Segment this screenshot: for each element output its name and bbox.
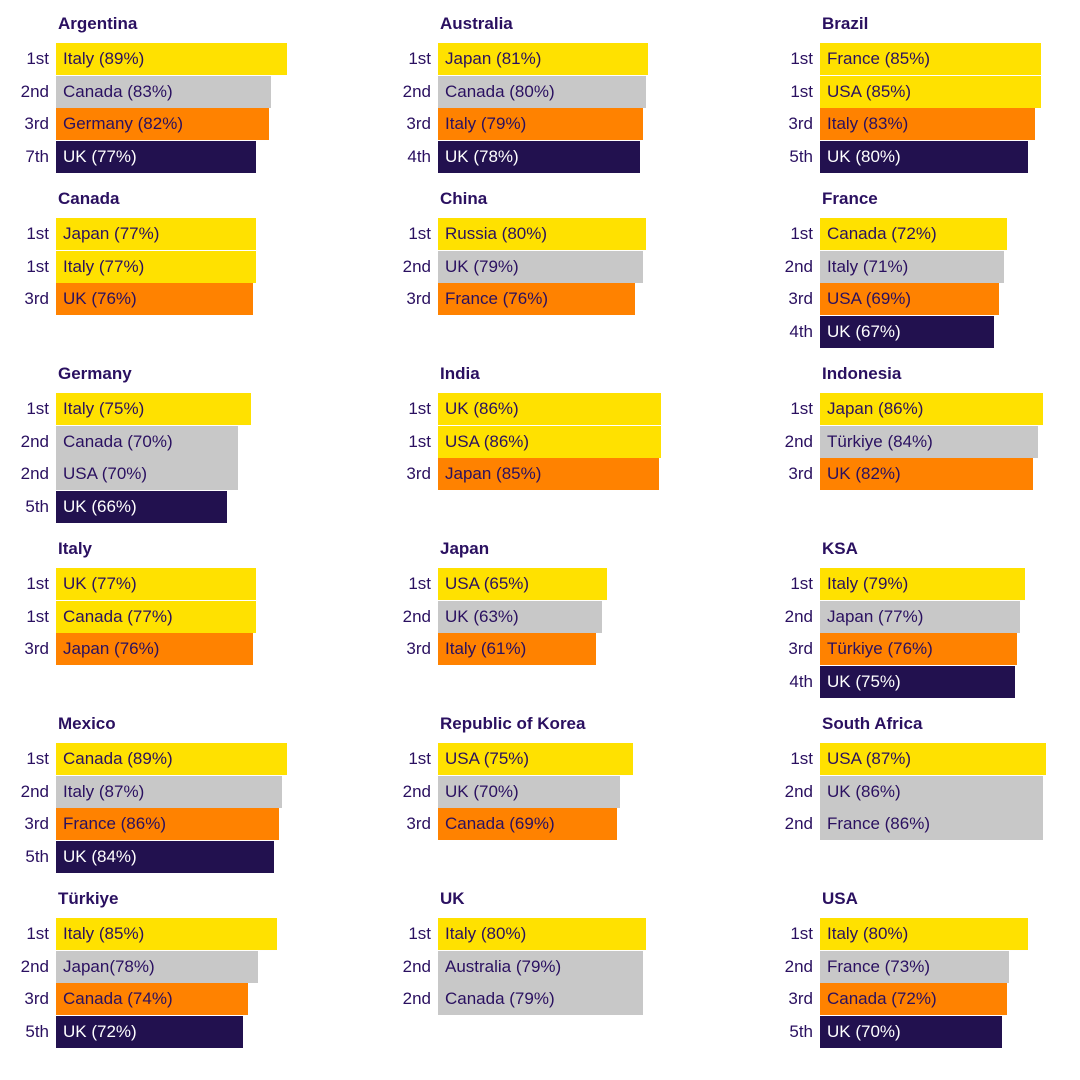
- chart-title: Brazil: [822, 14, 869, 33]
- rank-label: 3rd: [406, 814, 431, 833]
- rank-label: 2nd: [20, 464, 49, 483]
- bar-row: [0, 918, 398, 950]
- bar-row: [762, 316, 1080, 348]
- chart-panel-uk: [402, 889, 780, 1059]
- rank-label: 1st: [790, 924, 813, 943]
- bar-row: [0, 601, 398, 633]
- bar-row: [762, 776, 1080, 808]
- rank-label: 1st: [408, 431, 431, 451]
- bar-label: UK (76%): [63, 289, 137, 308]
- rank-label: 5th: [25, 1021, 49, 1041]
- bar-label: Canada (72%): [827, 989, 937, 1008]
- rank-label: 5th: [25, 496, 49, 516]
- rank-label: 2nd: [784, 431, 813, 451]
- chart-title: India: [440, 364, 480, 383]
- bar-row: [762, 568, 1080, 600]
- rank-label: 2nd: [402, 256, 431, 276]
- bar-label: France (85%): [827, 49, 930, 68]
- bar-label: Japan (85%): [445, 464, 542, 483]
- bar-label: Japan (81%): [445, 49, 542, 68]
- bar-row: [0, 426, 398, 458]
- chart-title: Argentina: [58, 14, 138, 33]
- bar-row: [762, 918, 1080, 950]
- bar-label: Italy (85%): [63, 924, 145, 943]
- chart-title: Republic of Korea: [440, 714, 586, 733]
- chart-title: Canada: [58, 189, 120, 208]
- bar-label: Japan(78%): [63, 956, 155, 976]
- bar-row: [380, 743, 780, 775]
- bar-label: UK (75%): [827, 671, 901, 691]
- bar-row: [380, 983, 780, 1015]
- chart-title: France: [822, 189, 878, 208]
- bar-label: USA (65%): [445, 574, 530, 593]
- bar-label: USA (86%): [445, 431, 530, 451]
- bar-row: [762, 43, 1080, 75]
- bar-row: [0, 458, 398, 490]
- bar-row: [0, 141, 398, 173]
- chart-title: Mexico: [58, 714, 116, 733]
- rank-label: 2nd: [402, 781, 431, 801]
- bar-label: Italy (79%): [445, 114, 527, 133]
- bar-label: Italy (80%): [827, 924, 909, 943]
- bar-row: [380, 808, 780, 840]
- rank-label: 1st: [26, 256, 49, 276]
- bar-label: Canada (77%): [63, 606, 173, 626]
- bar-row: [762, 458, 1080, 490]
- chart-title: Germany: [58, 364, 132, 383]
- rank-label: 5th: [25, 846, 49, 866]
- bar-label: UK (66%): [63, 496, 137, 516]
- chart-panel-india: [406, 364, 780, 534]
- bar-label: Canada (83%): [63, 81, 173, 101]
- bar-label: Germany (82%): [63, 114, 183, 133]
- chart-title: Japan: [440, 539, 490, 558]
- chart-title: Indonesia: [822, 364, 902, 383]
- bar-label: USA (70%): [63, 464, 148, 483]
- rank-label: 1st: [408, 49, 431, 68]
- bar-row: [380, 458, 780, 490]
- chart-panel-italy: [24, 539, 398, 709]
- rank-label: 3rd: [24, 289, 49, 308]
- bar-row: [762, 633, 1080, 665]
- bar-row: [0, 43, 398, 75]
- rank-label: 3rd: [24, 639, 49, 658]
- bar-row: [380, 918, 780, 950]
- rank-label: 2nd: [784, 956, 813, 976]
- rank-label: 1st: [790, 81, 813, 101]
- chart-title: USA: [822, 889, 858, 908]
- bar-row: [0, 1016, 398, 1048]
- rank-label: 2nd: [20, 81, 49, 101]
- bar-row: [380, 43, 780, 75]
- bar-row: [762, 808, 1080, 840]
- bar-label: France (73%): [827, 956, 930, 976]
- bar-row: [0, 568, 398, 600]
- chart-title: KSA: [822, 539, 858, 558]
- bar-label: UK (72%): [63, 1021, 137, 1041]
- bar-label: Italy (75%): [63, 399, 145, 418]
- chart-panel-canada: [24, 189, 398, 359]
- bar-row: [0, 108, 398, 140]
- bar-label: USA (87%): [827, 749, 912, 768]
- chart-panel-turkiye: [20, 889, 398, 1059]
- bar-row: [380, 776, 780, 808]
- bar-row: [762, 393, 1080, 425]
- bar-label: UK (86%): [827, 781, 901, 801]
- bar-label: Canada (74%): [63, 989, 173, 1008]
- rank-label: 2nd: [784, 606, 813, 626]
- bar-row: [380, 568, 780, 600]
- bar-label: UK (80%): [827, 146, 901, 166]
- bar-label: Japan (77%): [827, 606, 924, 626]
- rank-label: 2nd: [402, 989, 431, 1008]
- bar-label: Russia (80%): [445, 224, 548, 243]
- bar-label: UK (77%): [63, 146, 137, 166]
- chart-panel-mexico: [20, 714, 398, 884]
- rank-label: 2nd: [784, 256, 813, 276]
- bar-row: [0, 218, 398, 250]
- bar-label: Canada (72%): [827, 224, 937, 243]
- bar-label: Canada (80%): [445, 81, 555, 101]
- rank-label: 1st: [26, 49, 49, 68]
- bar-label: UK (63%): [445, 606, 519, 626]
- rank-label: 4th: [407, 146, 431, 166]
- bar-row: [0, 808, 398, 840]
- bar-label: Japan (77%): [63, 224, 160, 243]
- chart-panel-germany: [20, 364, 398, 534]
- bar-row: [0, 76, 398, 108]
- rank-label: 1st: [408, 749, 431, 768]
- bar-row: [762, 983, 1080, 1015]
- bar-row: [0, 841, 398, 873]
- bar-label: Canada (79%): [445, 989, 555, 1008]
- chart-title: Italy: [58, 539, 93, 558]
- chart-panel-indonesia: [784, 364, 1080, 534]
- rank-label: 3rd: [406, 114, 431, 133]
- chart-panel-ksa: [784, 539, 1080, 709]
- bar-row: [380, 283, 780, 315]
- bar-row: [380, 426, 780, 458]
- bar-label: UK (67%): [827, 321, 901, 341]
- bar-label: UK (77%): [63, 574, 137, 593]
- bar-row: [380, 601, 780, 633]
- bar-label: Türkiye (84%): [827, 431, 933, 451]
- rank-label: 2nd: [402, 956, 431, 976]
- bar-label: UK (70%): [445, 781, 519, 801]
- bar-label: USA (69%): [827, 289, 912, 308]
- bar-row: [0, 776, 398, 808]
- bar-row: [0, 983, 398, 1015]
- rank-label: 2nd: [402, 606, 431, 626]
- chart-title: UK: [440, 889, 465, 908]
- rank-label: 1st: [790, 224, 813, 243]
- chart-panel-usa: [784, 889, 1080, 1059]
- chart-panel-japan: [402, 539, 780, 709]
- bar-row: [0, 491, 398, 523]
- chart-panel-france: [784, 189, 1080, 359]
- bar-label: Türkiye (76%): [827, 639, 933, 658]
- chart-panel-australia: [402, 14, 780, 184]
- chart-title: Türkiye: [58, 889, 119, 908]
- bar-label: France (86%): [63, 814, 166, 833]
- rank-label: 2nd: [20, 956, 49, 976]
- bar-label: UK (82%): [827, 464, 901, 483]
- bar-row: [380, 76, 780, 108]
- rank-label: 1st: [790, 49, 813, 68]
- bar-row: [380, 141, 780, 173]
- bar-label: Italy (61%): [445, 639, 527, 658]
- rank-label: 5th: [789, 146, 813, 166]
- rank-label: 1st: [408, 924, 431, 943]
- bar-row: [762, 108, 1080, 140]
- bar-row: [380, 251, 780, 283]
- bar-row: [762, 666, 1080, 698]
- rank-label: 1st: [26, 574, 49, 593]
- bar-row: [0, 743, 398, 775]
- bar-row: [380, 218, 780, 250]
- rank-label: 2nd: [20, 431, 49, 451]
- bar-label: France (76%): [445, 289, 548, 308]
- rank-label: 3rd: [788, 989, 813, 1008]
- bar-label: Italy (77%): [63, 256, 145, 276]
- bar-row: [0, 393, 398, 425]
- rank-label: 5th: [789, 1021, 813, 1041]
- chart-title: China: [440, 189, 488, 208]
- chart-panel-china: [402, 189, 780, 359]
- bar-label: Canada (69%): [445, 814, 555, 833]
- rank-label: 1st: [26, 749, 49, 768]
- chart-title: South Africa: [822, 714, 923, 733]
- rank-label: 1st: [790, 749, 813, 768]
- bar-row: [0, 283, 398, 315]
- bar-label: Italy (89%): [63, 49, 145, 68]
- bar-row: [762, 218, 1080, 250]
- rank-label: 3rd: [788, 114, 813, 133]
- bar-row: [762, 601, 1080, 633]
- rank-label: 1st: [408, 224, 431, 243]
- rank-label: 2nd: [784, 781, 813, 801]
- rank-label: 4th: [789, 671, 813, 691]
- bar-row: [380, 951, 780, 983]
- bar-label: UK (86%): [445, 399, 519, 418]
- rank-label: 3rd: [24, 989, 49, 1008]
- rank-label: 1st: [790, 574, 813, 593]
- rank-label: 3rd: [788, 639, 813, 658]
- bar-label: Australia (79%): [445, 956, 562, 976]
- bar-row: [762, 951, 1080, 983]
- bar-label: USA (85%): [827, 81, 912, 101]
- chart-panel-republic-of-korea: [402, 714, 780, 884]
- bar-row: [0, 251, 398, 283]
- bar-row: [762, 743, 1080, 775]
- chart-title: Australia: [440, 14, 513, 33]
- bar-label: Italy (71%): [827, 256, 909, 276]
- bar-row: [762, 426, 1080, 458]
- rank-label: 3rd: [24, 114, 49, 133]
- bar-row: [762, 283, 1080, 315]
- bar-row: [0, 951, 398, 983]
- chart-panel-argentina: [20, 14, 398, 184]
- bar-label: Japan (76%): [63, 639, 160, 658]
- bar-row: [380, 108, 780, 140]
- bar-label: Canada (70%): [63, 431, 173, 451]
- rank-label: 1st: [26, 606, 49, 626]
- rank-label: 1st: [408, 399, 431, 418]
- rank-label: 1st: [790, 399, 813, 418]
- bar-label: Italy (79%): [827, 574, 909, 593]
- bar-label: Italy (87%): [63, 781, 145, 801]
- bar-row: [0, 633, 398, 665]
- rank-label: 3rd: [406, 464, 431, 483]
- bar-label: USA (75%): [445, 749, 530, 768]
- rank-label: 3rd: [24, 814, 49, 833]
- bar-label: Japan (86%): [827, 399, 924, 418]
- bar-label: UK (79%): [445, 256, 519, 276]
- rank-label: 1st: [26, 224, 49, 243]
- bar-row: [762, 251, 1080, 283]
- chart-panel-south-africa: [784, 714, 1080, 884]
- rank-label: 4th: [789, 321, 813, 341]
- bar-row: [380, 393, 780, 425]
- rank-label: 3rd: [788, 464, 813, 483]
- bar-label: Italy (83%): [827, 114, 909, 133]
- bar-row: [380, 633, 780, 665]
- chart-panel-brazil: [788, 14, 1080, 184]
- bar-label: Canada (89%): [63, 749, 173, 768]
- rank-label: 2nd: [20, 781, 49, 801]
- rank-label: 1st: [26, 924, 49, 943]
- bar-label: Italy (80%): [445, 924, 527, 943]
- bar-label: UK (84%): [63, 846, 137, 866]
- bar-row: [762, 76, 1080, 108]
- rank-label: 2nd: [784, 814, 813, 833]
- rank-label: 1st: [26, 399, 49, 418]
- bar-row: [762, 141, 1080, 173]
- rank-label: 7th: [25, 146, 49, 166]
- bar-label: France (86%): [827, 814, 930, 833]
- bar-row: [762, 1016, 1080, 1048]
- bar-label: UK (78%): [445, 146, 519, 166]
- rank-label: 3rd: [788, 289, 813, 308]
- rank-label: 2nd: [402, 81, 431, 101]
- rank-label: 3rd: [406, 639, 431, 658]
- bar-label: UK (70%): [827, 1021, 901, 1041]
- rank-label: 3rd: [406, 289, 431, 308]
- rank-label: 1st: [408, 574, 431, 593]
